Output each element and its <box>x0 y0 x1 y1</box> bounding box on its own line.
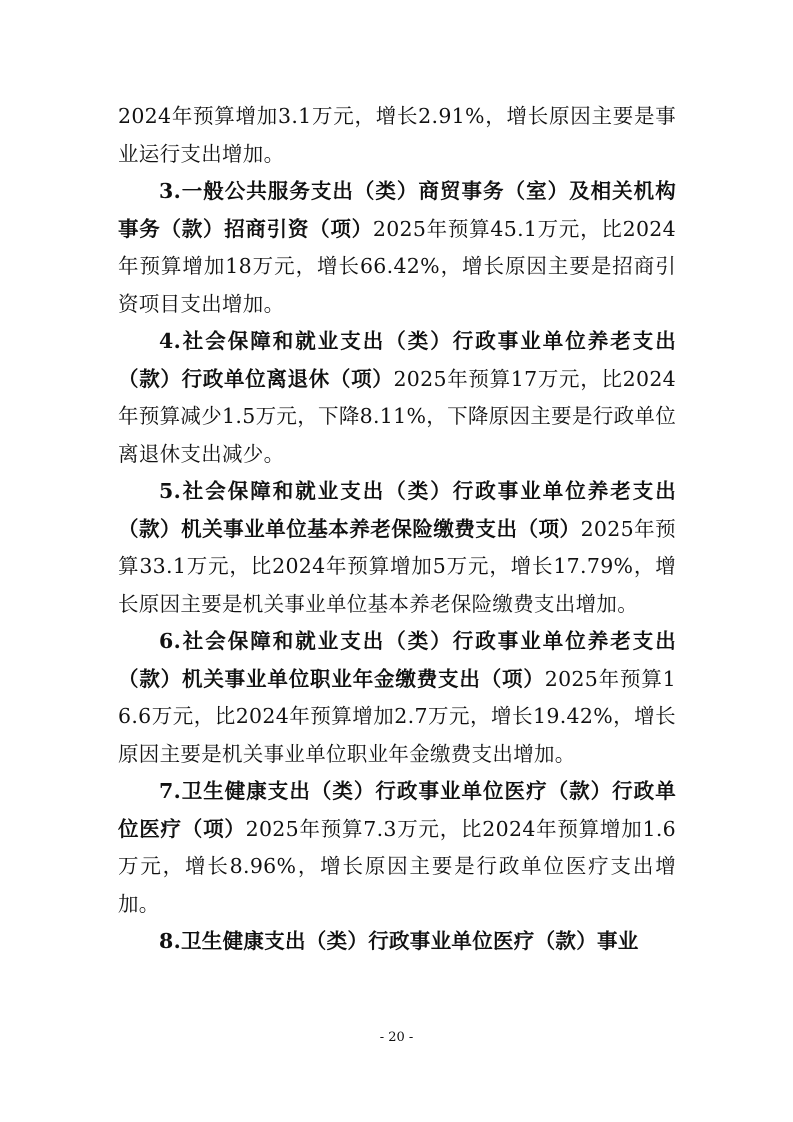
paragraph-item-5 <box>118 473 676 623</box>
paragraph-heading: 7.卫生健康支出（类）行政事业单位医疗（款）行政单位医疗（项） <box>118 779 676 841</box>
paragraph-heading: 6.社会保障和就业支出（类）行政事业单位养老支出（款）机关事业单位职业年金缴费支出（项） <box>118 629 676 691</box>
paragraph-item-7 <box>118 773 676 923</box>
paragraph-continued <box>118 98 676 173</box>
paragraph-heading: 4.社会保障和就业支出（类）行政事业单位养老支出（款）行政单位离退休（项） <box>118 329 676 391</box>
paragraph-body: 2024年预算增加3.1万元，增长2.91%，增长原因主要是事业运行支出增加。 <box>118 104 676 166</box>
paragraph-item-8 <box>118 923 676 961</box>
paragraph-body: 2025年预算45.1万元，比2024年预算增加18万元，增长66.42%，增长原因主要是招商引资项目支出增加。 <box>118 216 676 316</box>
paragraph-heading: 5.社会保障和就业支出（类）行政事业单位养老支出（款）机关事业单位基本养老保险缴费支出（项） <box>118 479 676 541</box>
paragraph-item-3 <box>118 173 676 323</box>
paragraph-body: 2025年预算16.6万元，比2024年预算增加2.7万元，增长19.42%，增长原因主要是机关事业单位职业年金缴费支出增加。 <box>118 666 676 766</box>
paragraph-item-4 <box>118 323 676 473</box>
paragraph-item-6 <box>118 623 676 773</box>
page-number: - 20 - <box>379 1030 414 1045</box>
paragraph-heading: 3.一般公共服务支出（类）商贸事务（室）及相关机构事务（款）招商引资（项） <box>118 179 676 241</box>
paragraph-heading: 8.卫生健康支出（类）行政事业单位医疗（款）事业 <box>159 929 639 953</box>
paragraph-body: 2025年预算33.1万元，比2024年预算增加5万元，增长17.79%，增长原因主要是机关事业单位基本养老保险缴费支出增加。 <box>118 516 676 616</box>
paragraph-body: 2025年预算17万元，比2024年预算减少1.5万元，下降8.11%，下降原因主要是行政单位离退休支出减少。 <box>118 366 676 466</box>
paragraph-body: 2025年预算7.3万元，比2024年预算增加1.6万元，增长8.96%，增长原因主要是行政单位医疗支出增加。 <box>118 816 676 916</box>
body-text <box>118 98 676 961</box>
